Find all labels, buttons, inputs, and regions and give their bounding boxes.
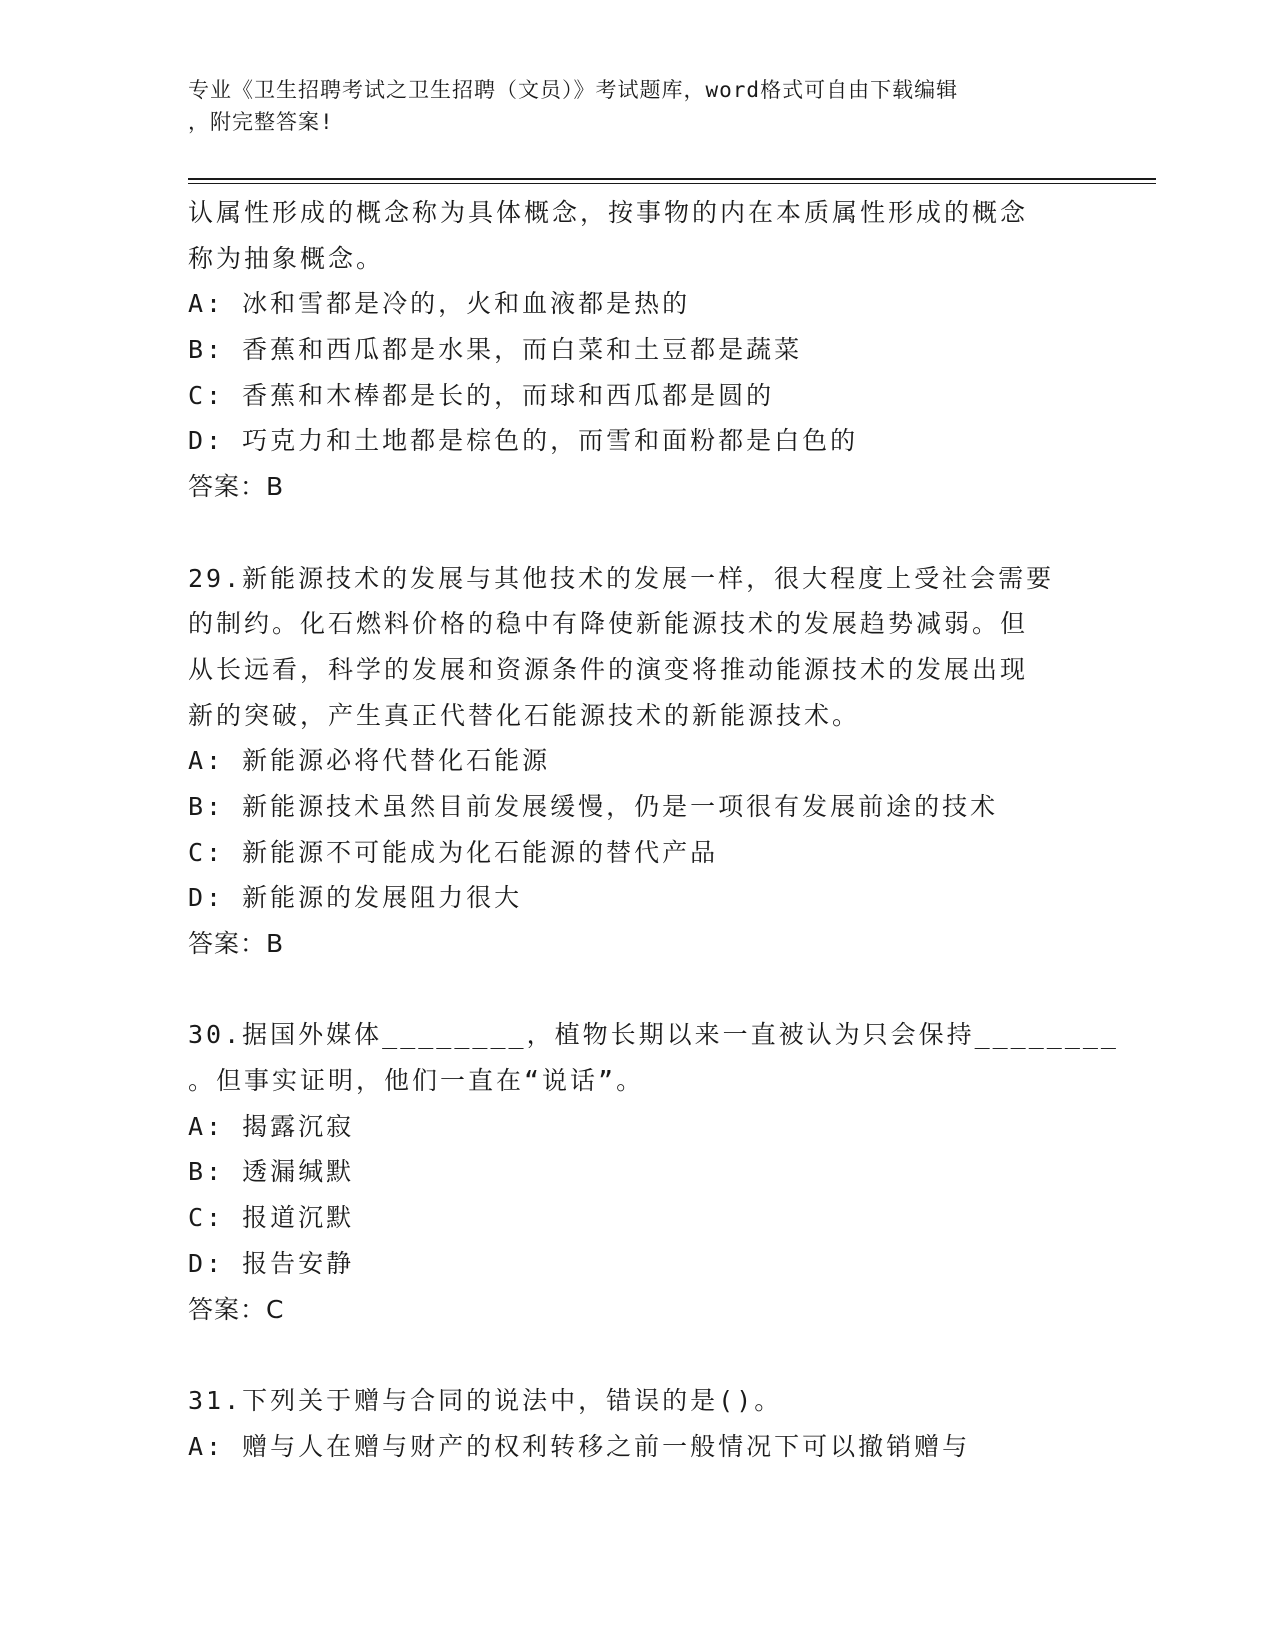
option-d: D: 报告安静 xyxy=(188,1248,355,1278)
header-divider-thin xyxy=(188,183,1156,184)
answer-line: 答案：B xyxy=(188,929,285,958)
option-d: D: 巧克力和土地都是棕色的，而雪和面粉都是白色的 xyxy=(188,426,859,456)
option-a: A: 冰和雪都是冷的，火和血液都是热的 xyxy=(188,289,691,319)
option-a: A: 新能源必将代替化石能源 xyxy=(188,746,551,776)
question-stem-line: 29.新能源技术的发展与其他技术的发展一样，很大程度上受社会需要 xyxy=(188,563,1055,593)
header-divider-thick xyxy=(188,178,1156,180)
spacer xyxy=(188,1332,1088,1378)
question-stem-line: 31.下列关于赠与合同的说法中，错误的是()。 xyxy=(188,1385,783,1415)
answer-line: 答案：B xyxy=(188,472,285,502)
question-stem-line: 认属性形成的概念称为具体概念，按事物的内在本质属性形成的概念 xyxy=(188,198,1029,227)
option-a: A: 揭露沉寂 xyxy=(188,1111,355,1141)
header-line-2: ，附完整答案! xyxy=(188,110,334,134)
question-stem-line: 称为抽象概念。 xyxy=(188,243,385,273)
question-stem-line: 从长远看，科学的发展和资源条件的演变将推动能源技术的发展出现 xyxy=(188,654,1029,684)
question-item xyxy=(188,1378,1088,1469)
option-b: B: 新能源技术虽然目前发展缓慢，仍是一项很有发展前途的技术 xyxy=(188,791,999,821)
question-item xyxy=(188,1012,1119,1332)
spacer xyxy=(188,967,1088,1013)
answer-line: 答案：C xyxy=(188,1294,285,1324)
question-item xyxy=(188,190,1088,510)
document-header xyxy=(188,74,1068,138)
spacer xyxy=(188,510,1088,556)
option-a: A: 赠与人在赠与财产的权利转移之前一般情况下可以撤销赠与 xyxy=(188,1431,971,1461)
option-d: D: 新能源的发展阻力很大 xyxy=(188,883,523,913)
question-stem-line: 。但事实证明，他们一直在“说话”。 xyxy=(188,1066,645,1096)
option-c: C: 报道沉默 xyxy=(188,1203,355,1233)
option-c: C: 香蕉和木棒都是长的，而球和西瓜都是圆的 xyxy=(188,380,775,410)
question-stem-line: 新的突破，产生真正代替化石能源技术的新能源技术。 xyxy=(188,700,861,730)
option-b: B: 香蕉和西瓜都是水果，而白菜和土豆都是蔬菜 xyxy=(188,335,803,365)
question-stem-line: 30.据国外媒体________，植物长期以来一直被认为只会保持________ xyxy=(188,1020,1119,1050)
question-list xyxy=(188,190,1119,1469)
option-c: C: 新能源不可能成为化石能源的替代产品 xyxy=(188,837,719,867)
question-stem-line: 的制约。化石燃料价格的稳中有降使新能源技术的发展趋势减弱。但 xyxy=(188,609,1029,639)
question-item xyxy=(188,556,1088,967)
option-b: B: 透漏缄默 xyxy=(188,1157,355,1187)
header-line-1: 专业《卫生招聘考试之卫生招聘（文员）》考试题库，word格式可自由下载编辑 xyxy=(188,78,959,102)
